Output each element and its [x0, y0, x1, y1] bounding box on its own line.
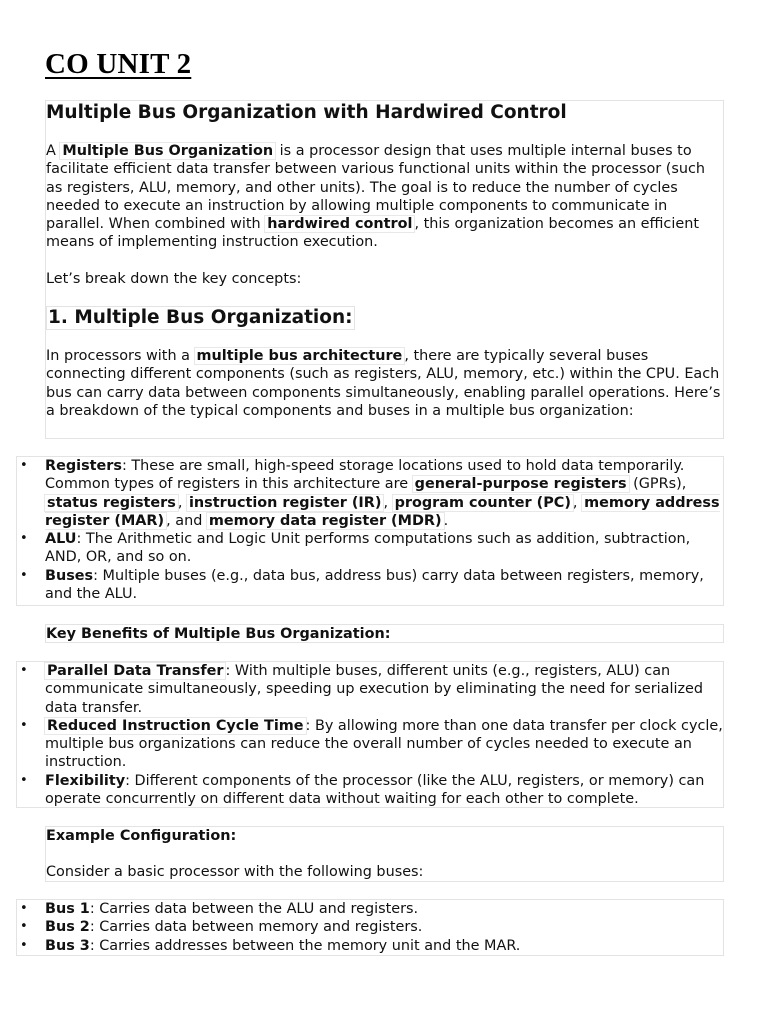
list-item: [17, 900, 725, 918]
term-status-registers: status registers: [44, 494, 179, 512]
term-buses: Buses: [45, 567, 94, 584]
components-list: [17, 457, 725, 603]
term-alu: ALU: [45, 531, 77, 548]
term-bus-2: Bus 2: [45, 919, 90, 936]
text-run: , this organization becomes an efficient means of implementing instruction execution.: [46, 216, 699, 251]
text-run: : By allowing more than one data transfer per clock cycle, multiple bus organizations can reduce the overall number of cycles needed to execute an instruction.: [45, 717, 723, 771]
list-item: [17, 717, 725, 772]
bullet-icon: •: [20, 531, 28, 547]
term-ir: instruction register (IR): [186, 494, 384, 512]
text-run: : The Arithmetic and Logic Unit performs computations such as addition, subtraction, AND, OR, and so on.: [45, 531, 691, 566]
benefits-list-box: [16, 661, 724, 808]
benefits-heading: Key Benefits of Multiple Bus Organization:: [46, 626, 391, 642]
text-run: : Different components of the processor (like the ALU, registers, or memory) can operate concurrently on different data without waiting for each other to complete.: [45, 772, 705, 808]
term-pc: program counter (PC): [392, 494, 574, 512]
text-run: : With multiple buses, different units (e.g., registers, ALU) can communicate simultaneously, speeding up execution by eliminating the need for serialized data transfer.: [45, 663, 703, 716]
text-run: : Carries data between memory and registers.: [89, 919, 423, 936]
bullet-icon: •: [20, 901, 28, 916]
example-heading: Example Configuration:: [46, 828, 237, 844]
example-text: Consider a basic processor with the following buses:: [46, 864, 424, 880]
example-box: [45, 826, 724, 882]
list-item: [17, 918, 725, 936]
text-run: .: [443, 512, 449, 529]
list-item: [17, 937, 725, 955]
bullet-icon: •: [20, 919, 28, 935]
term-flexibility: Flexibility: [45, 772, 126, 789]
text-run: In processors with a: [46, 348, 195, 364]
text-run: , and: [166, 512, 207, 529]
term-mdr: memory data register (MDR): [206, 512, 445, 530]
text-run: ,: [383, 494, 393, 511]
list-item: [17, 530, 725, 567]
intro-lead: Let’s break down the key concepts:: [46, 271, 302, 287]
architecture-paragraph: [46, 347, 722, 420]
bullet-icon: •: [20, 717, 28, 733]
list-item: [17, 457, 725, 530]
term-registers: Registers: [45, 458, 122, 474]
term-gpr: general-purpose registers: [412, 475, 630, 493]
text-run: ,: [177, 494, 187, 511]
term-hardwired-control: hardwired control: [264, 215, 415, 233]
term-multiple-bus-architecture: multiple bus architecture: [194, 347, 406, 365]
benefits-list: [17, 662, 725, 808]
term-mar: memory address register (MAR): [45, 494, 720, 529]
buses-list: [17, 900, 725, 955]
benefits-heading-box: [45, 624, 724, 643]
text-run: is a processor design that uses multiple internal buses to facilitate efficient data transfer between various functional units within the processor (such as registers, ALU, memory, and other units). The goal is to reduce the number of cycles needed to execute an instruction by allowing multiple components to communicate in parallel. When combined with: [46, 143, 706, 233]
section-heading: Multiple Bus Organization with Hardwired Control: [46, 102, 567, 123]
term-parallel-data-transfer: Parallel Data Transfer: [44, 662, 226, 680]
term-bus-1: Bus 1: [45, 901, 90, 917]
page-title: CO UNIT 2: [45, 48, 192, 80]
text-run: : Multiple buses (e.g., data bus, address bus) carry data between registers, memory, and the ALU.: [45, 567, 704, 603]
intro-paragraph: [46, 142, 722, 252]
list-item: [17, 567, 725, 604]
bullet-icon: •: [20, 458, 28, 473]
text-run: : These are small, high-speed storage locations used to hold data temporarily. Common types of registers in this architecture are: [45, 458, 685, 493]
intro-section: [45, 100, 724, 439]
term-reduced-cycle-time: Reduced Instruction Cycle Time: [44, 717, 307, 735]
list-item: [17, 662, 725, 717]
bullet-icon: •: [20, 937, 28, 953]
text-run: ,: [572, 494, 583, 511]
bullet-icon: •: [20, 772, 28, 788]
text-run: A: [46, 143, 61, 159]
bullet-icon: •: [20, 567, 28, 583]
text-run: (GPRs),: [628, 476, 687, 493]
buses-list-box: [16, 899, 724, 956]
subsection-heading: 1. Multiple Bus Organization:: [48, 307, 353, 328]
components-list-box: [16, 456, 724, 606]
text-run: : Carries addresses between the memory unit and the MAR.: [89, 937, 521, 954]
term-multiple-bus-organization: Multiple Bus Organization: [59, 142, 276, 160]
term-bus-3: Bus 3: [45, 937, 90, 954]
list-item: [17, 772, 725, 809]
text-run: : Carries data between the ALU and registers.: [89, 901, 419, 917]
bullet-icon: •: [20, 663, 28, 678]
text-run: , there are typically several buses connecting different components (such as registers, ALU, memory, etc.) within the CPU. Each bus can carry data between components simultaneously, enabling parallel operations. Here’s a breakdown of the typical components and buses in a multiple bus organization:: [46, 348, 721, 419]
